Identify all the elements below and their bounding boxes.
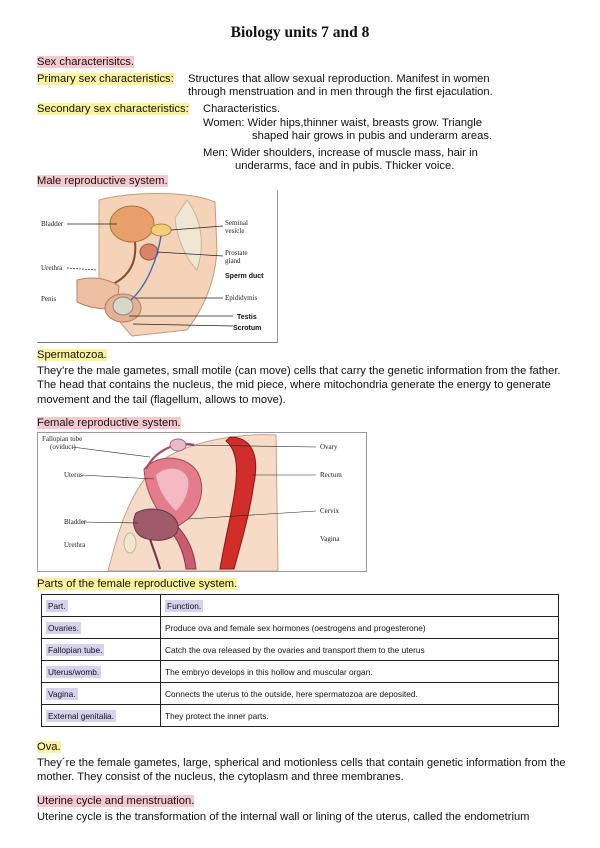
parts-heading <box>37 577 237 591</box>
ova-heading-text: Ova. <box>37 741 61 753</box>
female-ovary <box>170 439 186 451</box>
table-header-part: Part. <box>48 600 66 611</box>
part-name: Ovaries. <box>48 622 79 633</box>
male-seminal-vesicle <box>151 224 171 236</box>
female-reproductive-figure <box>37 432 367 572</box>
female-label-fallopian-2: (oviduct) <box>50 443 76 451</box>
part-name: Uterus/womb. <box>48 666 100 677</box>
parts-heading-text: Parts of the female reproductive system. <box>37 578 238 590</box>
male-label-scrotum: Scrotum <box>233 325 262 332</box>
female-label-rectum: Rectum <box>320 471 342 479</box>
male-label-prostate-2: gland <box>225 257 241 265</box>
table-cell-part <box>42 639 161 661</box>
secondary-sex-label <box>37 102 189 116</box>
female-label-fallopian-1: Fallopian tube <box>42 435 83 443</box>
table-cell-function: Connects the uterus to the outside, here spermatozoa are deposited. <box>161 683 559 705</box>
men-line-2: underarms, face and in pubis. Thicker voice. <box>235 160 455 172</box>
table-row <box>42 705 559 727</box>
table-cell-part <box>42 683 161 705</box>
male-label-testis: Testis <box>237 314 257 321</box>
table-cell-part <box>42 661 161 683</box>
male-label-urethra: Urethra <box>41 264 63 272</box>
table-row <box>42 639 559 661</box>
male-label-sperm-duct: Sperm duct <box>225 273 264 280</box>
primary-sex-label <box>37 72 174 86</box>
spermatozoa-heading <box>37 348 107 362</box>
male-label-seminal-2: vesicle <box>225 227 245 235</box>
female-label-vagina: Vagina <box>320 535 340 543</box>
table-cell-function: Produce ova and female sex hormones (oestrogens and progesterone) <box>161 617 559 639</box>
secondary-label-text: Secondary sex characteristics: <box>37 103 189 115</box>
spermatozoa-paragraph: They’re the male gametes, small motile (can move) cells that carry the genetic information from the father. The head that contains the nucleus, the mid piece, where mitochondria generate the energy to generate movement and the tail (flagellum, allows to move). <box>37 365 561 406</box>
women-line-2: shaped hair grows in pubis and underarm areas. <box>252 130 493 142</box>
female-heading-text: Female reproductive system. <box>37 417 181 429</box>
female-label-bladder: Bladder <box>64 518 87 526</box>
ova-heading <box>37 740 61 754</box>
page-title: Biology units 7 and 8 <box>230 24 370 41</box>
table-cell-part <box>42 705 161 727</box>
sex-heading-text: Sex characterisitcs. <box>37 56 134 68</box>
sex-characteristics-heading <box>37 55 134 69</box>
table-cell-function: They protect the inner parts. <box>161 705 559 727</box>
male-heading-text: Male reproductive system. <box>37 175 168 187</box>
table-cell-part <box>42 617 161 639</box>
table-cell-function: The embryo develops in this hollow and muscular organ. <box>161 661 559 683</box>
table-header-row <box>42 595 559 617</box>
men-line-1: Men: Wider shoulders, increase of muscle mass, hair in <box>203 147 478 159</box>
female-label-cervix: Cervix <box>320 507 340 515</box>
part-name: Vagina. <box>48 688 76 699</box>
sperm-heading-text: Spermatozoa. <box>37 349 107 361</box>
female-heading <box>37 416 181 430</box>
secondary-text: Characteristics. <box>203 103 281 115</box>
male-label-bladder: Bladder <box>41 220 64 228</box>
primary-text-line-2: through menstruation and in men through the first ejaculation. <box>188 86 493 98</box>
male-label-prostate-1: Prostate <box>225 249 248 257</box>
women-line-1: Women: Wider hips,thinner waist, breasts grow. Triangle <box>203 117 482 129</box>
male-label-epididymis: Epididymis <box>225 294 258 302</box>
female-pubic-bone <box>124 533 136 553</box>
table-header-function: Function. <box>167 600 202 611</box>
female-diagram-svg <box>38 433 366 571</box>
male-heading <box>37 174 168 188</box>
table-cell-function: Catch the ova released by the ovaries and transport them to the uterus <box>161 639 559 661</box>
female-label-urethra: Urethra <box>64 541 86 549</box>
female-label-uterus: Uterus <box>64 471 83 479</box>
uterine-heading <box>37 794 194 808</box>
table-header-cell <box>42 595 161 617</box>
primary-text-line-1: Structures that allow sexual reproduction. Manifest in women <box>188 73 490 85</box>
table-row <box>42 617 559 639</box>
table-row <box>42 683 559 705</box>
ova-paragraph: They´re the female gametes, large, spherical and motionless cells that contain genetic information from the mother. They consist of the nucleus, the cytoplasm and three membranes. <box>37 757 566 784</box>
uterine-heading-text: Uterine cycle and menstruation. <box>37 795 195 807</box>
part-name: External genitalia. <box>48 710 114 721</box>
male-testis <box>113 297 133 315</box>
male-label-penis: Penis <box>41 295 57 303</box>
parts-table <box>41 594 559 727</box>
table-row <box>42 661 559 683</box>
uterine-paragraph: Uterine cycle is the transformation of the internal wall or lining of the uterus, called the endometrium <box>37 811 530 823</box>
table-header-cell <box>161 595 559 617</box>
male-reproductive-figure <box>37 190 278 343</box>
female-label-ovary: Ovary <box>320 443 338 451</box>
part-name: Fallopian tube. <box>48 644 103 655</box>
primary-label-text: Primary sex characteristics: <box>37 73 174 85</box>
male-label-seminal-1: Seminal <box>225 219 248 227</box>
male-diagram-svg <box>37 190 277 342</box>
